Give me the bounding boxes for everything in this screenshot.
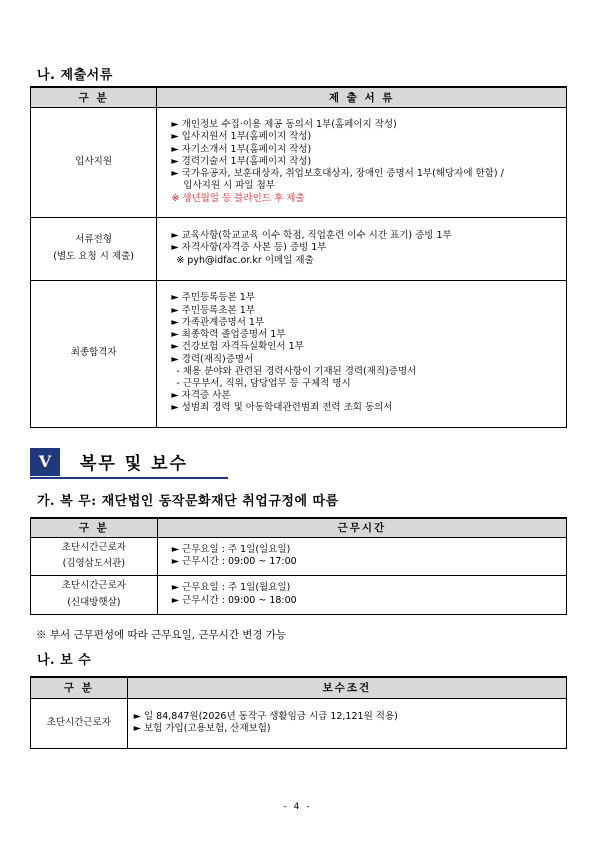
table-row: [31, 698, 567, 748]
docs-section-title: 나. 제출서류: [37, 68, 113, 83]
items-cell: [157, 575, 566, 614]
list-item: ► 입사지원서 1부(홈페이지 작성): [171, 131, 312, 143]
section-badge: V: [30, 448, 60, 476]
category-cell: [31, 698, 128, 748]
items-cell: [157, 537, 566, 575]
list-item: ► 교육사항(학교교육 이수 학점, 직업훈련 이수 시간 표기) 증빙 1부: [171, 230, 452, 242]
items-cell: [127, 698, 566, 748]
pay-header-conditions: 보수조건: [127, 677, 566, 698]
docs-header-documents: 제 출 서 류: [157, 87, 567, 107]
page-number: - 4 -: [283, 802, 312, 812]
list-item: ► 가족관계증명서 1부: [171, 316, 265, 328]
docs-header-category: 구 분: [31, 87, 157, 107]
list-item: ※ pyh@idfac.or.kr 이메일 제출: [176, 254, 314, 266]
list-item: ► 개인정보 수집·이용 제공 동의서 1부(홈페이지 작성): [171, 119, 397, 131]
category-label: 입사지원: [75, 155, 113, 167]
list-item: ► 근무요일 : 주 1일(월요일): [171, 582, 291, 594]
list-item: ► 건강보험 자격득실확인서 1부: [171, 341, 304, 353]
notice-text: ※ 생년월일 등 블라인드 후 제출: [171, 192, 305, 204]
list-item: ► 주민등록등본 1부: [171, 292, 255, 304]
list-item: ► 근무요일 : 주 1일(일요일): [171, 543, 291, 555]
table-row: [31, 107, 567, 217]
items-cell: [157, 107, 567, 217]
list-item: ► 자격사항(자격증 사본 등) 증빙 1부: [171, 242, 327, 254]
docs-table: [30, 86, 567, 428]
list-item: 입사지원 시 파일 첨부: [183, 180, 275, 192]
category-cell: [31, 217, 157, 280]
section-underline: [30, 477, 228, 479]
duty-title: 가. 복 무: 재단법인 동작문화재단 취업규정에 따름: [37, 494, 339, 509]
list-item: ► 근무시간 : 09:00 ~ 17:00: [171, 556, 297, 567]
items-cell: [157, 280, 567, 427]
category-label: 초단시간근로자: [46, 716, 111, 728]
category-label: (신대방햇살): [67, 596, 121, 608]
list-item: - 채용 분야와 관련된 경력사항이 기재된 경력(재직)증명서: [176, 365, 417, 377]
list-item: ► 주민등록초본 1부: [171, 304, 255, 316]
table-row: [31, 280, 567, 427]
items-cell: [157, 217, 567, 280]
list-item: ► 일 84,847원(2026년 동작구 생활임금 시급 12,121원 적용): [133, 710, 398, 722]
list-item: ► 근무시간 : 09:00 ~ 18:00: [171, 594, 297, 606]
duty-header-hours: 근무시간: [157, 518, 566, 537]
category-label: 초단시간근로자: [61, 580, 126, 592]
list-item: ► 자기소개서 1부(홈페이지 작성): [171, 143, 312, 155]
list-item: ► 자격증 사본: [171, 390, 231, 402]
category-label: 서류전형: [75, 234, 113, 246]
list-item: ► 최종학력 졸업증명서 1부: [171, 329, 286, 341]
duty-header-category: 구 분: [31, 518, 158, 537]
duty-table: [30, 517, 567, 615]
pay-table: [30, 676, 567, 749]
pay-title: 나. 보 수: [37, 653, 92, 668]
section-title: 복무 및 보수: [80, 454, 188, 474]
list-item: - 근무부서, 직위, 담당업무 등 구체적 명시: [176, 377, 351, 389]
list-item: ► 국가유공자, 보훈대상자, 취업보호대상자, 장애인 증명서 1부(해당자에 한함) /: [171, 168, 504, 180]
category-label: 최종합격자: [70, 347, 117, 359]
list-item: ► 경력(재직)증명서: [171, 353, 254, 365]
list-item: ► 보험 가입(고용보험, 산재보험): [133, 723, 271, 734]
category-label: 초단시간근로자: [61, 541, 126, 553]
category-cell: [31, 537, 158, 575]
table-row: [31, 537, 567, 575]
duty-note: ※ 부서 근무편성에 따라 근무요일, 근무시간 변경 가능: [36, 629, 287, 641]
table-row: [31, 575, 567, 614]
category-label: (김영삼도서관): [62, 558, 126, 569]
category-cell: [31, 575, 158, 614]
list-item: ► 경력기술서 1부(홈페이지 작성): [171, 155, 312, 167]
category-cell: [31, 280, 157, 427]
category-label: (별도 요청 시 제출): [53, 250, 135, 262]
table-row: [31, 217, 567, 280]
category-cell: [31, 107, 157, 217]
pay-header-category: 구 분: [31, 677, 128, 698]
list-item: ► 성범죄 경력 및 아동학대관련범죄 전력 조회 동의서: [171, 402, 393, 414]
